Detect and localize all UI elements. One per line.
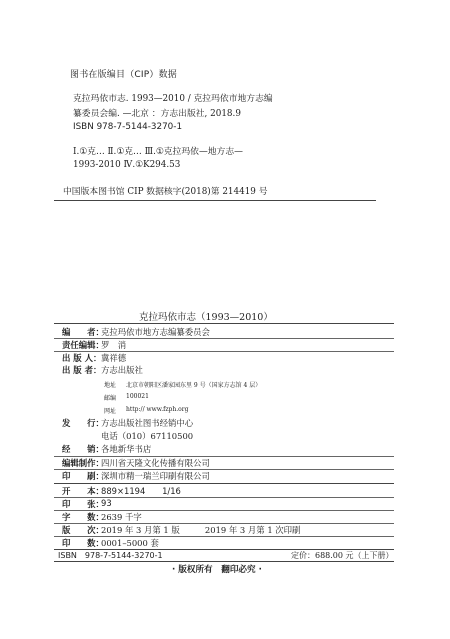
cip-line-5: 1993-2010 Ⅳ.①K294.53	[73, 160, 181, 170]
publisher-value: 方志出版社	[101, 365, 143, 375]
production-value: 四川省天隆文化传播有限公司	[101, 458, 210, 468]
cip-line-1: 克拉玛依市志. 1993—2010 / 克拉玛依市地方志编	[73, 94, 273, 104]
publisher-person-label: 出 版 人：	[62, 353, 102, 363]
publisher-label: 出 版 者：	[62, 365, 102, 375]
website-value: http:// www.fzph.org	[126, 406, 189, 413]
editor-label: 编 者：	[62, 327, 104, 337]
editor-value: 克拉玛依市地方志编纂委员会	[101, 327, 210, 337]
book-isbn: ISBN 978-7-5144-3270-1	[58, 551, 163, 560]
production-label: 编辑制作：	[62, 458, 104, 468]
section-rule	[54, 483, 394, 484]
website-label: 网址	[104, 408, 117, 415]
cip-line-4: Ⅰ.①克… Ⅱ.①克… Ⅲ.①克拉玛依—地方志—	[73, 147, 243, 157]
cip-isbn: ISBN 978-7-5144-3270-1	[73, 122, 183, 132]
cip-line-2: 纂委员会编. —北京 ：方志出版社, 2018.9	[73, 109, 241, 119]
publisher-person-value: 冀祥德	[101, 353, 127, 363]
printer-label: 印 刷：	[62, 471, 104, 481]
format-value: 889×1194 1/16	[101, 486, 181, 496]
print-run-label: 印 数：	[62, 538, 104, 548]
postcode-value: 100021	[126, 393, 149, 400]
title-rule	[54, 323, 394, 324]
book-title: 克拉玛依市志（1993—2010）	[139, 312, 273, 323]
distribution-phone: 电话（010）67110500	[101, 431, 194, 441]
sales-label: 经 销：	[62, 444, 104, 454]
address-value: 北京市朝阳区潘家园东里 9 号（国家方志馆 4 层）	[126, 382, 262, 389]
distribution-label: 发 行：	[62, 418, 104, 428]
book-price: 定价：688.00 元（上下册）	[291, 551, 394, 560]
wordcount-value: 2639 千字	[101, 512, 142, 522]
responsible-editor-value: 罗 消	[101, 340, 127, 350]
responsible-editor-label: 责任编辑：	[62, 340, 104, 350]
cip-rule	[54, 200, 376, 201]
cip-data-number: 中国版本图书馆 CIP 数据核字(2018)第 214419 号	[63, 187, 268, 197]
address-label: 地址	[104, 382, 117, 389]
edition-value: 2019 年 3 月第 1 版 2019 年 3 月第 1 次印刷	[101, 525, 301, 535]
print-run-value: 0001–5000 套	[101, 538, 159, 548]
copyright-notice: · 版权所有 翻印必究 ·	[172, 565, 262, 575]
sheets-value: 93	[101, 498, 112, 508]
postcode-label: 邮编	[104, 395, 117, 402]
format-label: 开 本：	[62, 486, 104, 496]
cip-heading: 图书在版编目（CIP）数据	[70, 70, 177, 80]
edition-label: 版 次：	[62, 525, 104, 535]
printer-value: 深圳市精一瑞兰印刷有限公司	[101, 471, 210, 481]
sales-value: 各地新华书店	[101, 444, 152, 454]
sheets-label: 印 张：	[62, 499, 104, 509]
distribution-value: 方志出版社图书经销中心	[101, 418, 194, 428]
section-rule	[54, 561, 394, 562]
wordcount-label: 字 数：	[62, 512, 104, 522]
